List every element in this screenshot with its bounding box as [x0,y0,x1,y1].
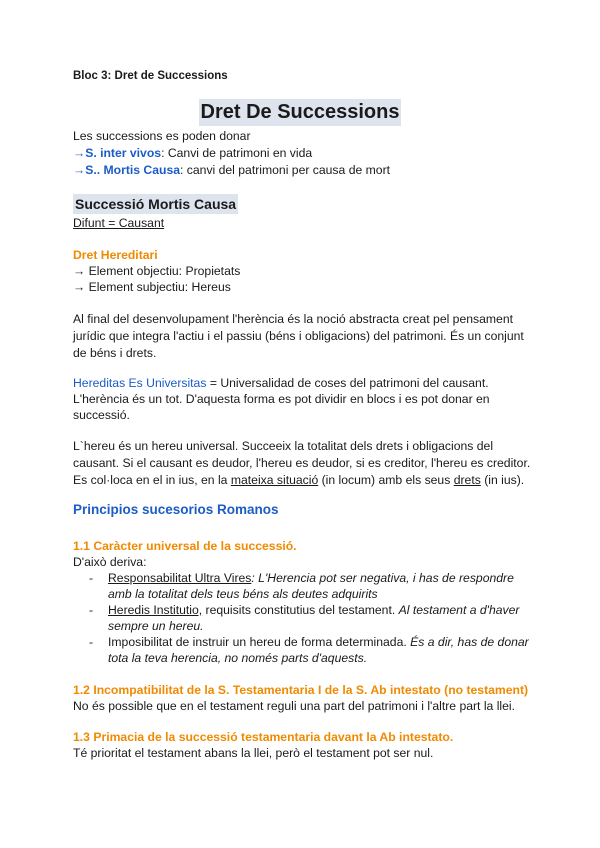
intro-item-mortis-causa [73,162,390,179]
text-segment: Imposibilitat de instruir un hereu de forma determinada. [108,635,411,649]
text-segment: (in locum) amb els seus [318,473,454,487]
arrow-icon: → [73,146,86,160]
bullet-continuation [108,650,367,667]
inter-vivos-term: S. inter vivos [85,146,162,160]
bullet-continuation [108,618,204,635]
principis-heading: Principios sucesorios Romanos [73,502,279,517]
hereditas-term: Hereditas Es Universitas [73,376,207,390]
italic-text: sempre un hereu. [108,619,204,633]
section-1-1-intro: D'això deriva: [73,555,147,569]
italic-text: amb la totalitat dels teus béns als deutes adquirits [108,587,378,601]
italic-text: És a dir, has de donar [410,635,529,649]
italic-text: : L'Herencia pot ser negativa, i has de respondre [251,571,514,585]
page-title: Dret De Successions [199,99,402,126]
underlined-term: Responsabilitat Ultra Vires [108,571,252,585]
mortis-causa-term: S.. Mortis Causa [85,163,181,177]
paragraph-line: successió. [73,408,130,422]
underlined-term: mateixa situació [230,473,319,487]
italic-text: Al testament a d'haver [398,603,520,617]
intro-item-inter-vivos [73,145,312,162]
bullet-ultra-vires [108,570,514,587]
paragraph-line: L`hereu és un hereu universal. Succeeix la totalitat dels drets i obligacions del [73,439,494,453]
element-subjectiu: → Element subjectiu: Hereus [73,280,231,294]
bullet-dash: - [89,635,94,649]
element-objectiu: → Element objectiu: Propietats [73,264,241,278]
bullet-dash: - [89,571,94,585]
paragraph-line: causant. Si el causant es deudor, l'hereu es deudor, si es creditor, l'hereu es creditor. [73,456,531,470]
hereditas-line [73,375,489,392]
italic-text: tota la teva herencia, no només parts d'aquests. [108,651,368,665]
paragraph-line: L'herència és un tot. D'aquesta forma es pot dividir en blocs i es pot donar en [73,392,490,406]
difunt-line: Difunt = Causant [73,216,165,230]
mortis-causa-heading: Successió Mortis Causa [75,196,237,212]
bullet-imposibilitat [108,634,529,651]
underlined-term: Heredis Institutio, [108,603,203,617]
bloc-label: Bloc 3: Dret de Successions [73,70,228,82]
section-1-3-text: Té prioritat el testament abans la llei, però el testament pot ser nul. [73,746,434,760]
section-1-2-heading: 1.2 Incompatibilitat de la S. Testamentaria I de la S. Ab intestato (no testament) [73,683,529,697]
bullet-heredis-institutio [108,602,520,619]
section-1-1-heading: 1.1 Caràcter universal de la successió. [73,539,297,553]
paragraph-line: de béns i drets. [73,346,157,360]
dret-hereditari-heading: Dret Hereditari [73,248,158,262]
text-segment: (in ius). [480,473,525,487]
intro-line: Les successions es poden donar [73,129,251,143]
paragraph-line: jurídic que integra l'actiu i el passiu (béns i obligacions) del patrimoni. És un conjunt [73,329,524,343]
inter-vivos-text: : Canvi de patrimoni en vida [161,146,313,160]
mortis-causa-text: : canvi del patrimoni per causa de mort [180,163,391,177]
paragraph-line: Al final del desenvolupament l'herència és la noció abstracta creat pel pensament [73,312,513,326]
arrow-icon: → [73,163,86,177]
paragraph-line [73,472,524,489]
bullet-continuation [108,586,378,603]
hereditas-text: = Universalidad de coses del patrimoni del causant. [206,376,489,390]
section-1-3-heading: 1.3 Primacia de la successió testamentaria davant la Ab intestato. [73,730,454,744]
title-container [0,99,600,126]
underlined-term: drets [453,473,481,487]
text-segment: Es col·loca en el in ius, en la [73,473,231,487]
bullet-dash: - [89,603,94,617]
text-segment: requisits constitutius del testament. [202,603,399,617]
section-1-2-text: No és possible que en el testament reguli una part del patrimoni i l'altre part la llei. [73,699,515,713]
